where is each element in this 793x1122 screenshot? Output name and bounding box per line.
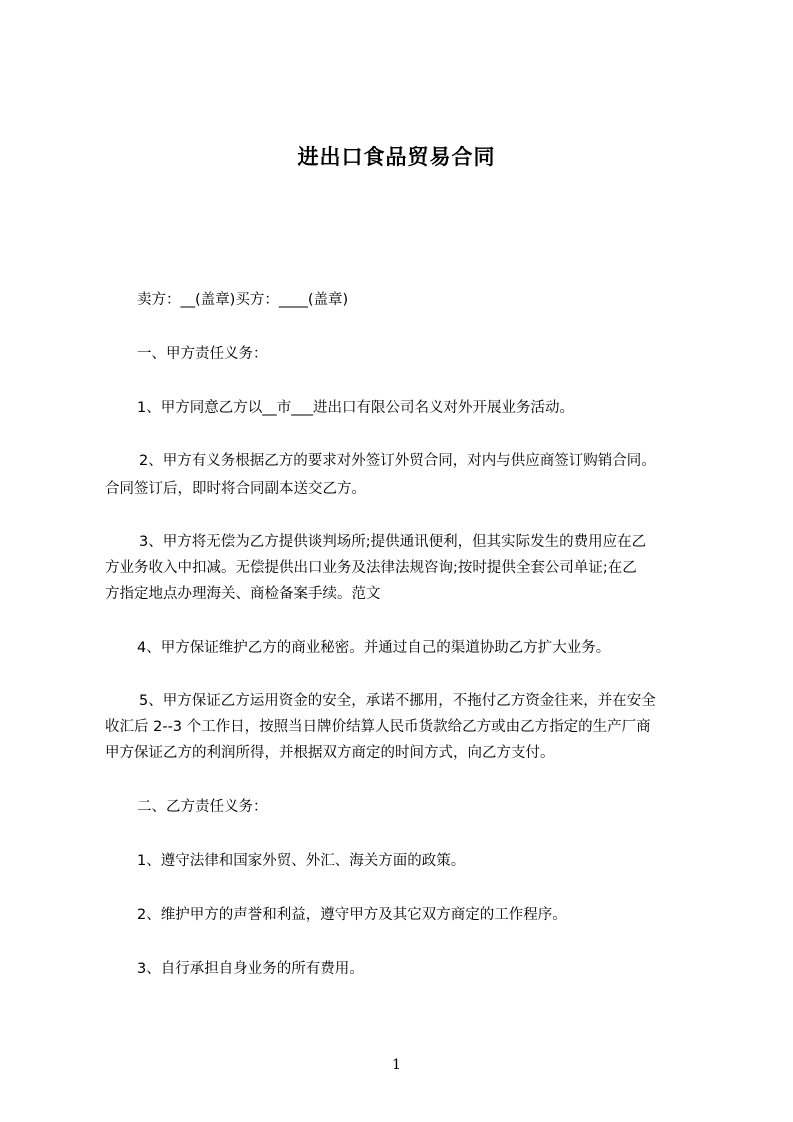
- section-heading-party-b: 二、乙方责任义务：: [137, 799, 268, 815]
- clause-a5-line2: 收汇后 2--3 个工作日，按照当日牌价结算人民币货款给乙方或由乙方指定的生产厂商: [105, 719, 651, 735]
- clause-a3-line3: 方指定地点办理海关、商检备案手续。范文: [105, 586, 381, 602]
- clause-a2-line1: 2、甲方有义务根据乙方的要求对外签订外贸合同，对内与供应商签订购销合同。: [139, 453, 656, 469]
- section-heading-party-a: 一、甲方责任义务：: [137, 346, 268, 362]
- clause-b2: 2、维护甲方的声誉和利益，遵守甲方及其它双方商定的工作程序。: [137, 907, 567, 923]
- clause-a2-line2: 合同签订后，即时将合同副本送交乙方。: [105, 481, 366, 497]
- clause-a1: 1、甲方同意乙方以__市___进出口有限公司名义对外开展业务活动。: [137, 400, 574, 416]
- clause-b3: 3、自行承担自身业务的所有费用。: [137, 961, 364, 977]
- clause-a5-line3: 甲方保证乙方的利润所得，并根据双方商定的时间方式，向乙方支付。: [105, 745, 555, 761]
- clause-a5-line1: 5、甲方保证乙方运用资金的安全，承诺不挪用，不拖付乙方资金往来，并在安全: [139, 693, 656, 709]
- clause-a3-line1: 3、甲方将无偿为乙方提供谈判场所;提供通讯便利，但其实际发生的费用应在乙: [139, 534, 647, 550]
- clause-a4: 4、甲方保证维护乙方的商业秘密。并通过自己的渠道协助乙方扩大业务。: [137, 640, 611, 656]
- page-number: 1: [392, 1057, 401, 1073]
- clause-a3-line2: 方业务收入中扣减。无偿提供出口业务及法律法规咨询;按时提供全套公司单证;在乙: [105, 560, 637, 576]
- parties-line: 卖方：__(盖章)买方：____(盖章): [137, 292, 349, 308]
- document-title: 进出口食品贸易合同: [297, 145, 496, 169]
- clause-b1: 1、遵守法律和国家外贸、外汇、海关方面的政策。: [137, 853, 466, 869]
